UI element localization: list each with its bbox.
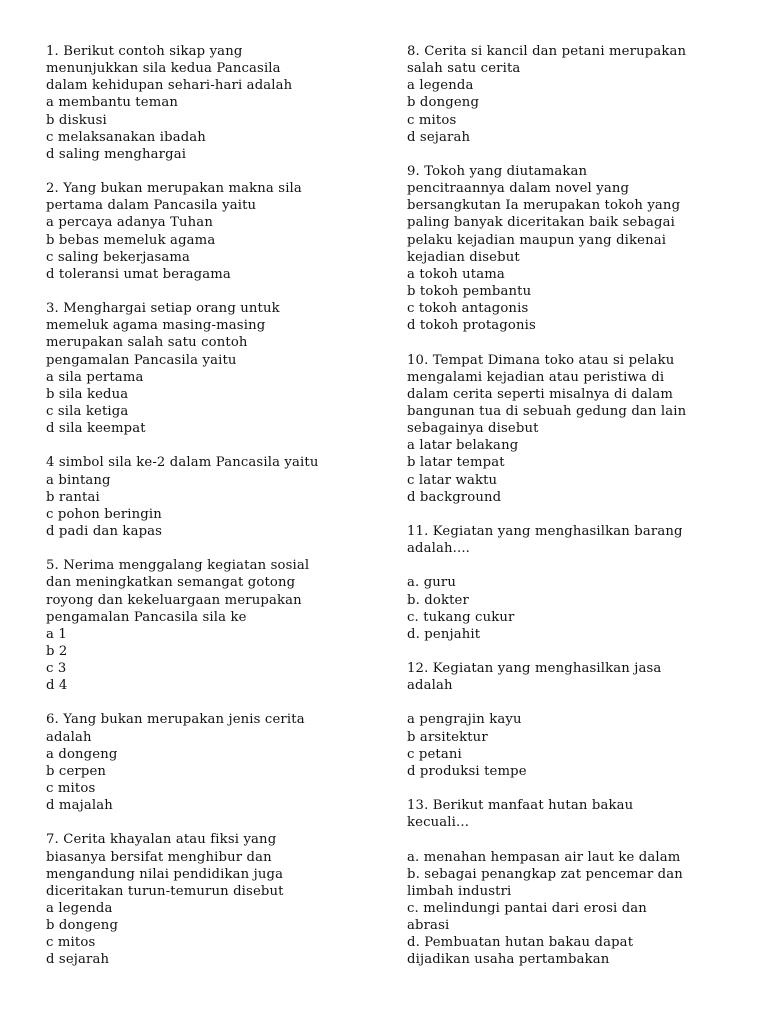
- right-blank-line: [407, 557, 737, 574]
- left-text-line: c mitos: [46, 935, 96, 951]
- right-text-line: 13. Berikut manfaat hutan bakau: [407, 798, 634, 814]
- left-text-line: a bintang: [46, 472, 111, 488]
- right-text-line: bersangkutan Ia merupakan tokoh yang: [407, 198, 681, 214]
- left-text-line: d sejarah: [46, 952, 110, 968]
- left-text-line: dalam kehidupan sehari-hari adalah: [46, 78, 293, 94]
- left-text-line: diceritakan turun-temurun disebut: [46, 883, 284, 899]
- right-text-line: adalah: [407, 678, 453, 694]
- left-text-line: b sila kedua: [46, 386, 129, 402]
- right-text-line: d produksi tempe: [407, 763, 527, 779]
- right-text-line: a. guru: [407, 575, 457, 591]
- left-blank-line: [46, 437, 376, 454]
- left-text-line: royong dan kekeluargaan merupakan: [46, 592, 302, 608]
- left-blank-line: [46, 694, 376, 711]
- left-text-line: a sila pertama: [46, 369, 144, 385]
- left-text-line: 2. Yang bukan merupakan makna sila: [46, 181, 302, 197]
- left-blank-line: [46, 540, 376, 557]
- right-text-line: dalam cerita seperti misalnya di dalam: [407, 386, 673, 402]
- right-text-line: paling banyak diceritakan baik sebagai: [407, 215, 676, 231]
- right-text-line: c. tukang cukur: [407, 609, 515, 625]
- right-text-line: adalah....: [407, 541, 471, 557]
- left-text-line: b cerpen: [46, 763, 107, 779]
- left-text-line: a dongeng: [46, 746, 118, 762]
- left-blank-line: [46, 163, 376, 180]
- right-text-line: d background: [407, 489, 502, 505]
- left-text-line: biasanya bersifat menghibur dan: [46, 849, 272, 865]
- left-text-line: d toleransi umat beragama: [46, 266, 231, 282]
- right-text-line: a legenda: [407, 78, 474, 94]
- right-text-line: a pengrajin kayu: [407, 712, 522, 728]
- left-text-line: menunjukkan sila kedua Pancasila: [46, 61, 281, 77]
- left-text-line: adalah: [46, 729, 92, 745]
- right-text-line: c tokoh antagonis: [407, 301, 529, 317]
- left-text-line: mengandung nilai pendidikan juga: [46, 866, 284, 882]
- right-text-line: c petani: [407, 746, 462, 762]
- right-text-line: d. Pembuatan hutan bakau dapat: [407, 935, 634, 951]
- right-text-line: a tokoh utama: [407, 266, 505, 282]
- right-blank-line: [407, 831, 737, 848]
- left-text-line: 1. Berikut contoh sikap yang: [46, 44, 243, 59]
- left-text-line: merupakan salah satu contoh: [46, 335, 248, 351]
- right-text-line: dijadikan usaha pertambakan: [407, 952, 610, 968]
- left-text-line: a membantu teman: [46, 95, 179, 111]
- right-text-line: a latar belakang: [407, 438, 519, 454]
- right-text-line: abrasi: [407, 918, 450, 934]
- left-text-line: 7. Cerita khayalan atau fiksi yang: [46, 832, 277, 848]
- right-text-line: d. penjahit: [407, 626, 481, 642]
- right-text-line: limbah industri: [407, 883, 512, 899]
- right-text-line: pencitraannya dalam novel yang: [407, 181, 630, 197]
- left-text-line: c mitos: [46, 781, 96, 797]
- left-text-line: b 2: [46, 643, 68, 659]
- left-blank-line: [46, 814, 376, 831]
- right-text-line: a. menahan hempasan air laut ke dalam: [407, 849, 681, 865]
- right-text-line: 10. Tempat Dimana toko atau si pelaku: [407, 352, 675, 368]
- left-text-line: 6. Yang bukan merupakan jenis cerita: [46, 712, 305, 728]
- left-text-line: pengamalan Pancasila yaitu: [46, 352, 237, 368]
- right-blank-line: [407, 334, 737, 351]
- left-text-line: memeluk agama masing-masing: [46, 318, 266, 334]
- right-text-line: c. melindungi pantai dari erosi dan: [407, 901, 647, 917]
- right-text-line: b tokoh pembantu: [407, 283, 532, 299]
- left-text-line: b dongeng: [46, 918, 119, 934]
- left-text-line: b bebas memeluk agama: [46, 232, 216, 248]
- left-text-line: c pohon beringin: [46, 506, 162, 522]
- right-text-line: sebagainya disebut: [407, 421, 539, 437]
- right-text-line: c latar waktu: [407, 472, 498, 488]
- left-text-line: 5. Nerima menggalang kegiatan sosial: [46, 558, 310, 574]
- right-text-line: 9. Tokoh yang diutamakan: [407, 163, 588, 179]
- right-text-line: 11. Kegiatan yang menghasilkan barang: [407, 523, 683, 539]
- right-blank-line: [407, 506, 737, 523]
- right-text-line: mengalami kejadian atau peristiwa di: [407, 369, 665, 385]
- right-text-line: pelaku kejadian maupun yang dikenai: [407, 232, 667, 248]
- right-blank-line: [407, 694, 737, 711]
- right-blank-line: [407, 643, 737, 660]
- left-text-line: a legenda: [46, 901, 113, 917]
- left-text-line: d sila keempat: [46, 421, 146, 437]
- right-text-line: 12. Kegiatan yang menghasilkan jasa: [407, 661, 662, 677]
- right-text-line: b. dokter: [407, 592, 469, 608]
- right-blank-line: [407, 146, 737, 163]
- right-text-line: c mitos: [407, 112, 457, 128]
- left-text-line: a 1: [46, 626, 67, 642]
- left-text-line: b diskusi: [46, 112, 107, 128]
- left-column: [46, 43, 376, 969]
- left-text-line: dan meningkatkan semangat gotong: [46, 575, 296, 591]
- right-text-line: b dongeng: [407, 95, 480, 111]
- left-text-line: c melaksanakan ibadah: [46, 129, 206, 145]
- left-text-line: c saling bekerjasama: [46, 249, 191, 265]
- right-text-line: d tokoh protagonis: [407, 318, 536, 334]
- left-text-line: d 4: [46, 678, 68, 694]
- right-text-line: d sejarah: [407, 129, 471, 145]
- right-text-line: salah satu cerita: [407, 61, 521, 77]
- right-text-line: bangunan tua di sebuah gedung dan lain: [407, 403, 687, 419]
- left-text-line: d majalah: [46, 798, 113, 814]
- left-blank-line: [46, 283, 376, 300]
- left-text-line: c sila ketiga: [46, 403, 129, 419]
- left-text-line: 3. Menghargai setiap orang untuk: [46, 301, 280, 317]
- right-text-line: kejadian disebut: [407, 249, 520, 265]
- left-text-line: pertama dalam Pancasila yaitu: [46, 198, 257, 214]
- right-text-line: kecuali...: [407, 815, 470, 831]
- left-text-line: d padi dan kapas: [46, 523, 163, 539]
- right-column: [407, 43, 737, 969]
- left-text-line: pengamalan Pancasila sila ke: [46, 609, 247, 625]
- right-blank-line: [407, 780, 737, 797]
- left-text-line: 4 simbol sila ke-2 dalam Pancasila yaitu: [46, 455, 319, 471]
- left-text-line: a percaya adanya Tuhan: [46, 215, 213, 231]
- right-text-line: b arsitektur: [407, 729, 488, 745]
- left-text-line: b rantai: [46, 489, 100, 505]
- right-text-line: 8. Cerita si kancil dan petani merupakan: [407, 44, 687, 59]
- right-text-line: b. sebagai penangkap zat pencemar dan: [407, 866, 683, 882]
- left-text-line: c 3: [46, 661, 67, 677]
- right-text-line: b latar tempat: [407, 455, 505, 471]
- left-text-line: d saling menghargai: [46, 146, 187, 162]
